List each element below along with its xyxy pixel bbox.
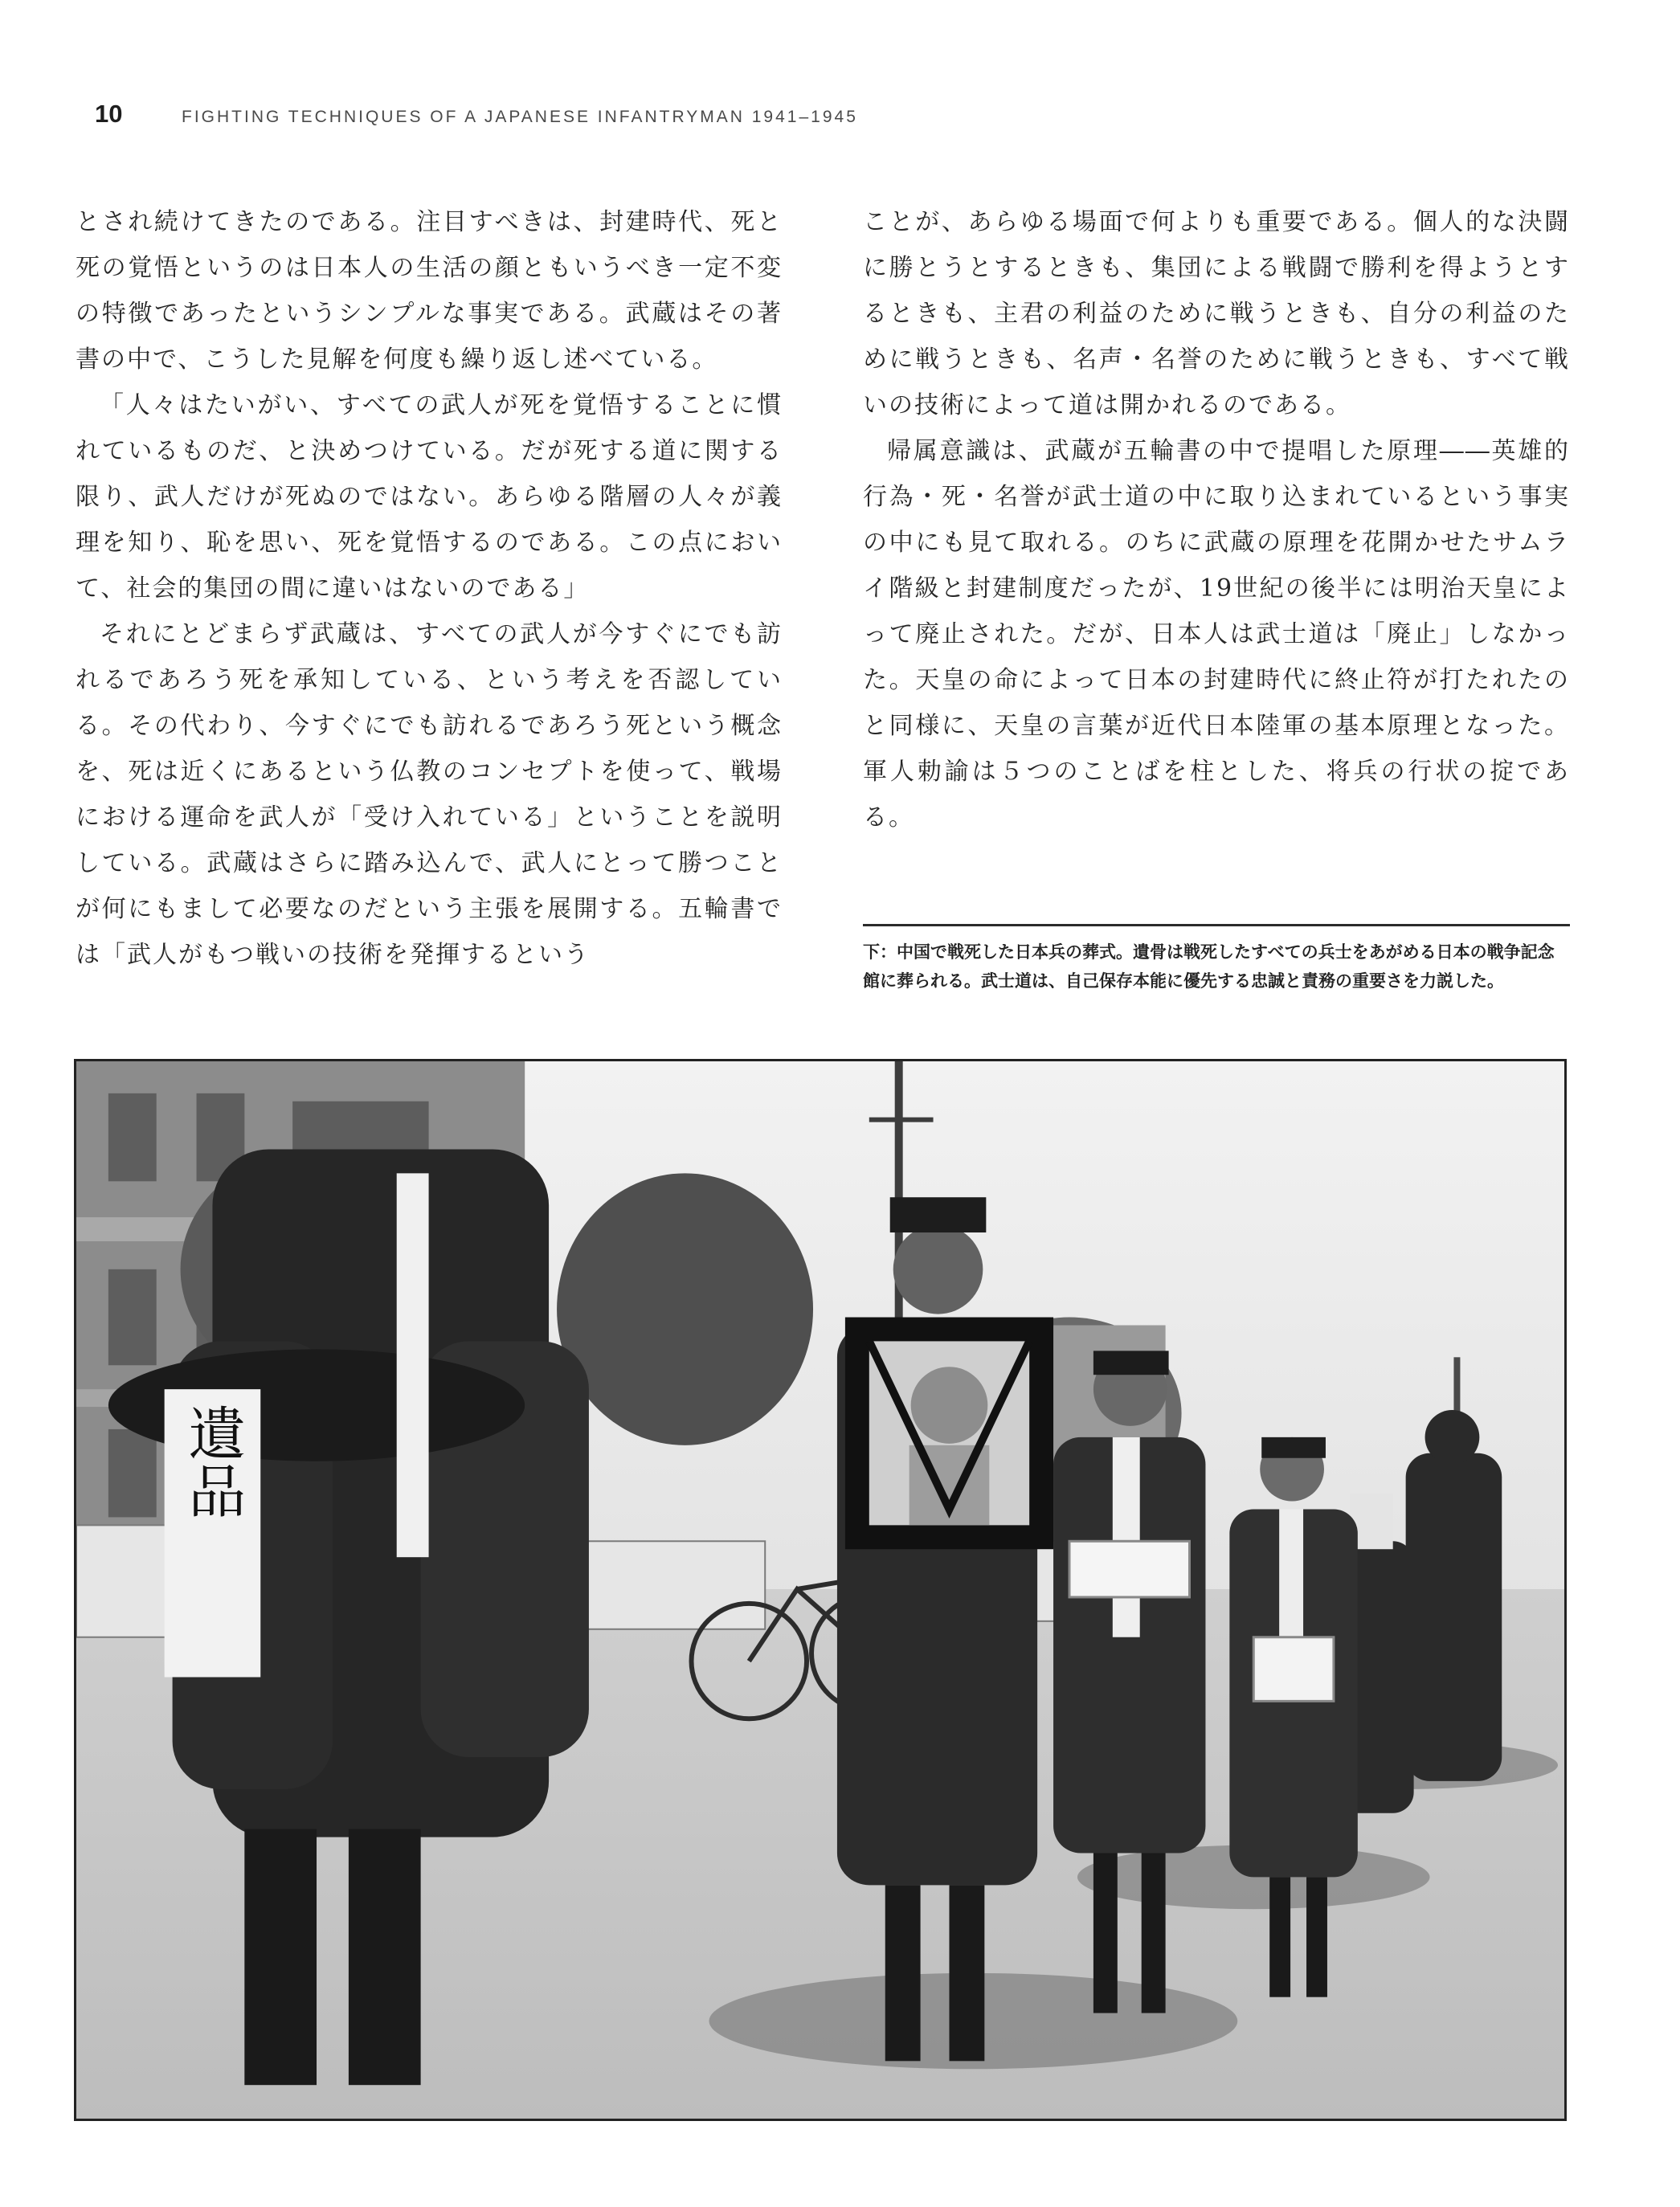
body-column-right bbox=[863, 199, 1570, 840]
photo-caption: 下：中国で戦死した日本兵の葬式。遺骨は戦死したすべての兵士をあがめる日本の戦争記念館に葬られる。武士道は、自己保存本能に優先する忠誠と責務の重要さを力説した。 bbox=[863, 924, 1570, 995]
running-head bbox=[95, 100, 858, 132]
body-paragraph: ことが、あらゆる場面で何よりも重要である。個人的な決闘に勝とうとするときも、集団による戦闘で勝利を得ようとするときも、主君の利益のために戦うときも、自分の利益のために戦うときも、名声・名誉のために戦うときも、すべて戦いの技術によって道は開かれるのである。 bbox=[863, 208, 1570, 419]
book-title: FIGHTING TECHNIQUES OF A JAPANESE INFANTRYMAN 1941–1945 bbox=[182, 108, 858, 126]
funeral-photograph bbox=[74, 1059, 1567, 2121]
funeral-photo-illustration bbox=[76, 1061, 1564, 2119]
sash-inscription: 遺品 bbox=[178, 1404, 247, 1519]
body-column-left bbox=[76, 199, 783, 978]
body-paragraph: それにとどまらず武蔵は、すべての武人が今すぐにでも訪れるであろう死を承知している、という考えを否認している。その代わり、今すぐにでも訪れるであろう死という概念を、死は近くにあるという仏教のコンセプトを使って、戦場における運命を武人が「受け入れている」ということを説明している。武蔵はさらに踏み込んで、武人にとって勝つことが何にもまして必要なのだという主張を展開する。五輪書では「武人がもつ戦いの技術を発揮するという bbox=[76, 620, 783, 969]
body-paragraph: 「人々はたいがい、すべての武人が死を覚悟することに慣れているものだ、と決めつけている。だが死する道に関する限り、武人だけが死ぬのではない。あらゆる階層の人々が義理を知り、恥を思い、死を覚悟するのである。この点において、社会的集団の間に違いはないのである」 bbox=[76, 391, 783, 603]
page-number: 10 bbox=[95, 100, 123, 128]
body-paragraph: とされ続けてきたのである。注目すべきは、封建時代、死と死の覚悟というのは日本人の生活の顔ともいうべき一定不変の特徴であったというシンプルな事実である。武蔵はその著書の中で、こうした見解を何度も繰り返し述べている。 bbox=[76, 208, 783, 374]
body-paragraph: 帰属意識は、武蔵が五輪書の中で提唱した原理――英雄的行為・死・名誉が武士道の中に取り込まれているという事実の中にも見て取れる。のちに武蔵の原理を花開かせたサムライ階級と封建制度だったが、19世紀の後半には明治天皇によって廃止された。だが、日本人は武士道は「廃止」しなかった。天皇の命によって日本の封建時代に終止符が打たれたのと同様に、天皇の言葉が近代日本陸軍の基本原理となった。軍人勅諭は５つのことばを柱とした、将兵の行状の掟である。 bbox=[863, 437, 1570, 832]
